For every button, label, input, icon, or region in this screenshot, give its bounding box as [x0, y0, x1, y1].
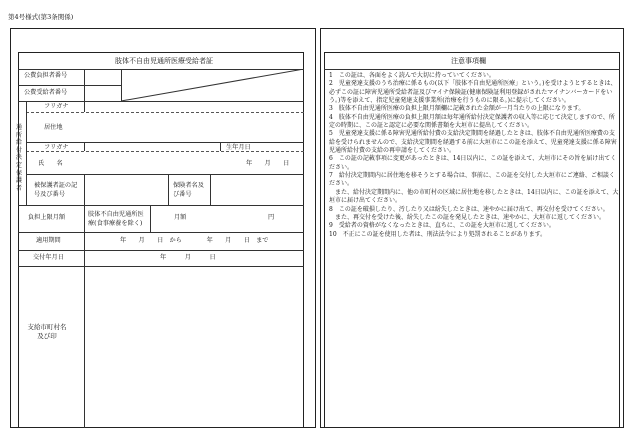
name-label: 氏 名	[38, 160, 63, 167]
note-item: 5 児童発達支援に係る障害児通所給付費の支給決定期間を経過したときは、肢体不自由児通所医療費の支給を受けられませんので、支給決定期間を経過する前に大垣市にこの証を添えて、児童発達支援に係る障害児通所給付費の支給の再申請をしてください。	[329, 130, 617, 155]
month-unit: 月額	[174, 214, 187, 221]
rule	[210, 174, 211, 205]
rule	[18, 232, 304, 233]
provider-no-label: 被保護者証の記号及び番号	[34, 182, 78, 198]
note-item: また、給付決定期間内に、他の市町村の区域に居住地を移したときは、14日以内に、この証を添えて、大垣市に届け出てください。	[329, 188, 619, 205]
note-item: 7 給付決定期間内に居住地を移そうとする場合は、事前に、この証を交付した大垣市にご連絡、ご相談ください。	[329, 172, 615, 188]
issue-date-value: 年 月 日	[160, 254, 216, 261]
rule	[168, 174, 169, 205]
rule	[150, 205, 151, 232]
rule	[18, 250, 304, 251]
public-payer-no-label: 公費負担者番号	[24, 72, 68, 79]
municipality-seal-label: 支給市町村名及び印	[27, 323, 67, 340]
rule	[324, 69, 620, 70]
rule	[84, 174, 85, 205]
note-item: 8 この証を破損したり、汚したり又は紛失したときは、速やかに届け出て、再交付を受けてください。	[329, 205, 609, 213]
form-number: 第4号様式(第3条関係)	[8, 13, 74, 21]
note-item: 3 肢体不自由児通所医療の負担上限月額欄に記載された金額が一月当たりの上限になります。	[329, 105, 585, 113]
note-item: 9 受給者の資格がなくなったときは、直ちに、この証を大垣市に返してください。	[329, 222, 555, 230]
furigana-label: フリガナ	[44, 103, 69, 110]
rule	[84, 69, 85, 101]
rule	[18, 85, 121, 86]
rule	[26, 101, 27, 205]
notes-list	[329, 72, 619, 239]
diagonal-slash	[121, 69, 304, 101]
note-item: また、再交付を受けた後、紛失したこの証を発見したときは、速やかに、大垣市に返してください。	[329, 213, 606, 221]
period-value: 年 月 日 から 年 月 日 まで	[120, 237, 269, 244]
rule	[84, 101, 85, 112]
rule	[220, 142, 221, 151]
notes-title: 注意事項欄	[451, 57, 486, 65]
public-recipient-no-label: 公費受給者番号	[24, 89, 68, 96]
rule	[84, 205, 85, 428]
cap-description: 肢体不自由児通所医療(食事療養を除く)	[88, 211, 144, 227]
rule	[18, 101, 304, 102]
period-label: 適用期間	[36, 237, 61, 244]
rule	[26, 142, 304, 143]
rule	[18, 266, 304, 267]
note-item: 1 この証は、各面をよく読んで大切に持っていてください。	[329, 72, 495, 79]
guardian-side-label: 通所給付決定保護者	[15, 124, 22, 192]
note-item: 6 この証の記載事項に変更があったときは、14日以内に、この証を添えて、大垣市にその旨を届け出てください。	[329, 155, 617, 171]
birth-date-label: 生年月日	[226, 144, 251, 151]
insurer-label: 保険者名及び番号	[173, 182, 204, 198]
note-item: 4 肢体不自由児通所医療の負担上限月額は毎年通所給付決定保護者の収入等に応じて決定しますので、所定の時期に、この証と認定に必要な関係書類を大垣市に提出してください。	[329, 113, 615, 130]
rule	[26, 174, 304, 175]
cap-label: 負担上限月額	[28, 214, 66, 221]
furigana-label-2: フリガナ	[44, 144, 69, 151]
yen-unit: 円	[268, 214, 275, 221]
address-label: 居住地	[44, 124, 63, 131]
issue-date-label: 交付年月日	[33, 254, 64, 261]
rule	[84, 142, 85, 151]
certificate-title: 肢体不自由児通所医療受給者証	[115, 57, 213, 65]
rule	[18, 205, 304, 206]
note-item: 2 児童発達支援のうち治療に係るもの(以下「肢体不自由児通所医療」という。)を受けようとするときは、必ずこの証に障害児通所受給者証及びマイナ保険証(健康保険証利用登録がされたマイナンバーカードをいう。)等を添えて、指定児童発達支援事業所(治療を行うものに限る。)に提示してください。	[329, 80, 617, 105]
rule	[26, 112, 304, 113]
birth-date-value: 年 月 日	[246, 160, 290, 167]
note-item: 10 不正にこの証を使用した者は、刑法法令により処罰されることがあります。	[329, 230, 547, 238]
